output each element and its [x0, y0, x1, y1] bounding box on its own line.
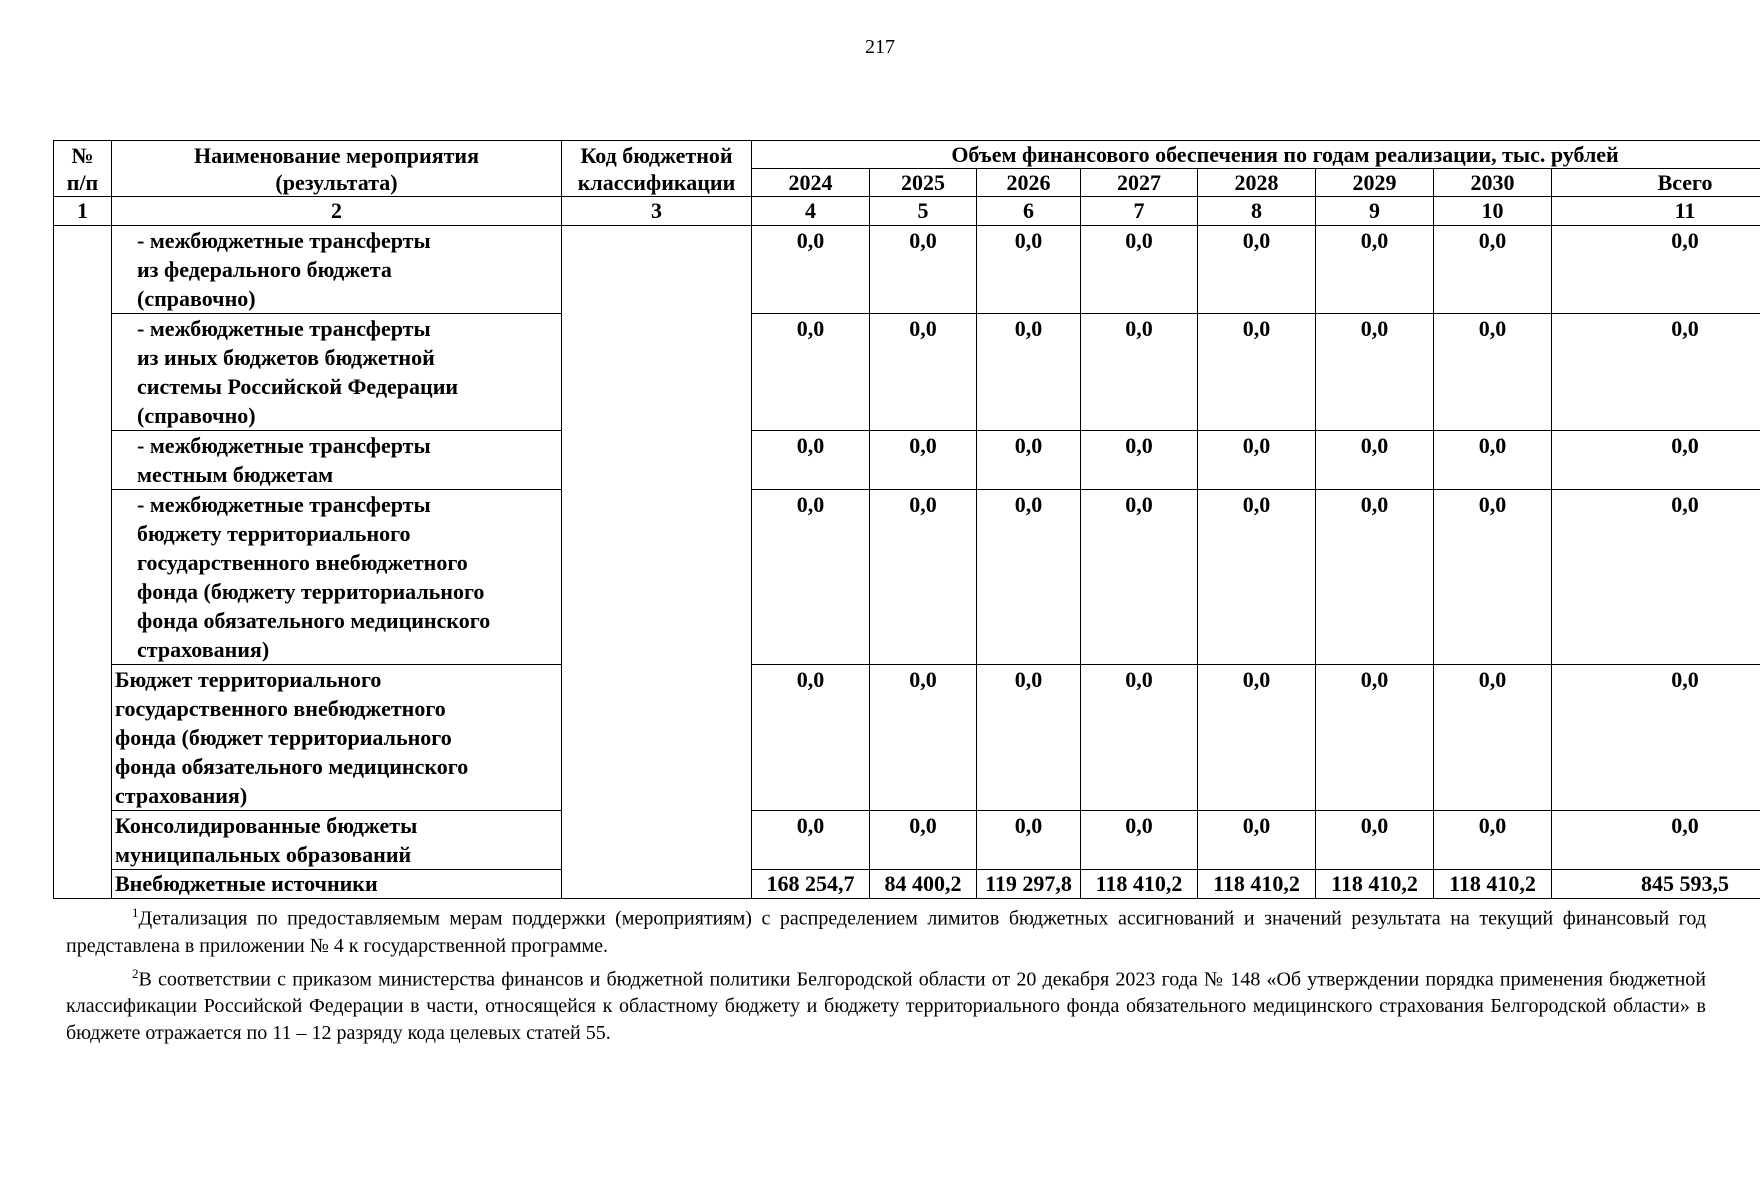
value-cell: 119 297,8 [977, 870, 1081, 899]
column-index: 9 [1316, 197, 1434, 226]
value-cell: 0,0 [1081, 314, 1198, 431]
value-cell: 0,0 [977, 226, 1081, 314]
table-row [54, 870, 1760, 899]
column-index: 4 [752, 197, 870, 226]
value-cell: 0,0 [870, 226, 977, 314]
header-row-1 [54, 141, 1760, 169]
table-row [54, 226, 1760, 314]
value-cell: 0,0 [752, 314, 870, 431]
value-cell: 0,0 [1198, 226, 1316, 314]
column-index: 8 [1198, 197, 1316, 226]
value-cell: 0,0 [1198, 811, 1316, 870]
budget-code-cell [562, 226, 752, 899]
column-index: 6 [977, 197, 1081, 226]
value-cell: 84 400,2 [870, 870, 977, 899]
value-cell: 0,0 [1081, 431, 1198, 490]
row-name: Внебюджетные источники [112, 870, 562, 899]
value-cell: 0,0 [1434, 226, 1552, 314]
value-cell: 0,0 [1198, 314, 1316, 431]
footnote-mark: 1 [132, 905, 139, 920]
footnote-mark: 2 [132, 965, 139, 981]
value-cell: 0,0 [1198, 431, 1316, 490]
column-index: 11 [1552, 197, 1760, 226]
value-cell: 0,0 [752, 226, 870, 314]
row-name: - межбюджетные трансферты из федерального бюджета (справочно) [112, 226, 562, 314]
row-name: Бюджет территориального государственного внебюджетного фонда (бюджет территориального фонда обязательного медицинского страхования) [112, 665, 562, 811]
value-cell: 0,0 [1081, 811, 1198, 870]
row-name: - межбюджетные трансферты бюджету территориального государственного внебюджетного фонда (бюджету территориального фонда обязательного медицинского страхования) [112, 490, 562, 665]
value-cell: 0,0 [1316, 490, 1434, 665]
row-name: Консолидированные бюджеты муниципальных образований [112, 811, 562, 870]
header-volume: Объем финансового обеспечения по годам реализации, тыс. рублей [752, 141, 1760, 169]
header-code: Код бюджетной классификации [562, 141, 752, 197]
footnote [66, 960, 1706, 1048]
value-cell: 0,0 [752, 431, 870, 490]
column-index: 5 [870, 197, 977, 226]
table-row [54, 314, 1760, 431]
column-index: 10 [1434, 197, 1552, 226]
value-cell: 118 410,2 [1316, 870, 1434, 899]
header-year: 2028 [1198, 169, 1316, 197]
header-year: 2024 [752, 169, 870, 197]
value-cell: 0,0 [1434, 665, 1552, 811]
value-cell: 118 410,2 [1081, 870, 1198, 899]
value-cell: 0,0 [977, 665, 1081, 811]
row-name: - межбюджетные трансферты из иных бюджетов бюджетной системы Российской Федерации (справочно) [112, 314, 562, 431]
value-cell: 0,0 [870, 811, 977, 870]
value-cell: 0,0 [977, 314, 1081, 431]
value-cell: 118 410,2 [1434, 870, 1552, 899]
row-name: - межбюджетные трансферты местным бюджетам [112, 431, 562, 490]
total-cell: 0,0 [1552, 226, 1760, 314]
total-cell: 845 593,5 [1552, 870, 1760, 899]
value-cell: 0,0 [1434, 431, 1552, 490]
total-cell: 0,0 [1552, 314, 1760, 431]
value-cell: 0,0 [870, 431, 977, 490]
value-cell: 0,0 [1316, 431, 1434, 490]
table-row [54, 665, 1760, 811]
row-number-cell [54, 226, 112, 899]
header-total: Всего [1552, 169, 1760, 197]
value-cell: 168 254,7 [752, 870, 870, 899]
value-cell: 0,0 [1316, 226, 1434, 314]
value-cell: 0,0 [1198, 665, 1316, 811]
column-index: 1 [54, 197, 112, 226]
header-year: 2029 [1316, 169, 1434, 197]
table-row [54, 431, 1760, 490]
column-index: 7 [1081, 197, 1198, 226]
value-cell: 0,0 [1081, 226, 1198, 314]
footnote [66, 899, 1706, 960]
table-row [54, 490, 1760, 665]
value-cell: 0,0 [1434, 811, 1552, 870]
value-cell: 0,0 [1316, 314, 1434, 431]
value-cell: 0,0 [1434, 490, 1552, 665]
total-cell: 0,0 [1552, 490, 1760, 665]
total-cell: 0,0 [1552, 811, 1760, 870]
value-cell: 0,0 [977, 490, 1081, 665]
footnotes [66, 899, 1706, 1047]
header-name: Наименование мероприятия (результата) [112, 141, 562, 197]
footnote-text: В соответствии с приказом министерства финансов и бюджетной политики Белгородской области от 20 декабря 2023 года № 148 «Об утверждении порядка применения бюджетной классификации Российской Федерации в части, относящейся к областному бюджету и бюджету территориального фонда обязательного медицинского страхования Белгородской области» в бюджете отражается по 11 – 12 разряду кода целевых статей 55. [66, 968, 1706, 1045]
page-number: 217 [865, 36, 895, 58]
value-cell: 0,0 [752, 665, 870, 811]
total-cell: 0,0 [1552, 431, 1760, 490]
column-index-row [54, 197, 1760, 226]
value-cell: 0,0 [870, 490, 977, 665]
value-cell: 118 410,2 [1198, 870, 1316, 899]
value-cell: 0,0 [1081, 665, 1198, 811]
value-cell: 0,0 [870, 314, 977, 431]
total-cell: 0,0 [1552, 665, 1760, 811]
value-cell: 0,0 [1198, 490, 1316, 665]
value-cell: 0,0 [752, 811, 870, 870]
value-cell: 0,0 [1081, 490, 1198, 665]
footnote-text: Детализация по предоставляемым мерам поддержки (мероприятиям) с распределением лимитов бюджетных ассигнований и значений результата на текущий финансовый год представлена в приложении № 4 к государственной программе. [66, 907, 1706, 957]
value-cell: 0,0 [1434, 314, 1552, 431]
header-year: 2025 [870, 169, 977, 197]
value-cell: 0,0 [977, 431, 1081, 490]
table-row [54, 811, 1760, 870]
header-num: № п/п [54, 141, 112, 197]
header-year: 2026 [977, 169, 1081, 197]
column-index: 2 [112, 197, 562, 226]
column-index: 3 [562, 197, 752, 226]
header-year: 2030 [1434, 169, 1552, 197]
value-cell: 0,0 [1316, 811, 1434, 870]
value-cell: 0,0 [977, 811, 1081, 870]
header-year: 2027 [1081, 169, 1198, 197]
value-cell: 0,0 [870, 665, 977, 811]
financing-table [53, 140, 1760, 899]
value-cell: 0,0 [1316, 665, 1434, 811]
value-cell: 0,0 [752, 490, 870, 665]
